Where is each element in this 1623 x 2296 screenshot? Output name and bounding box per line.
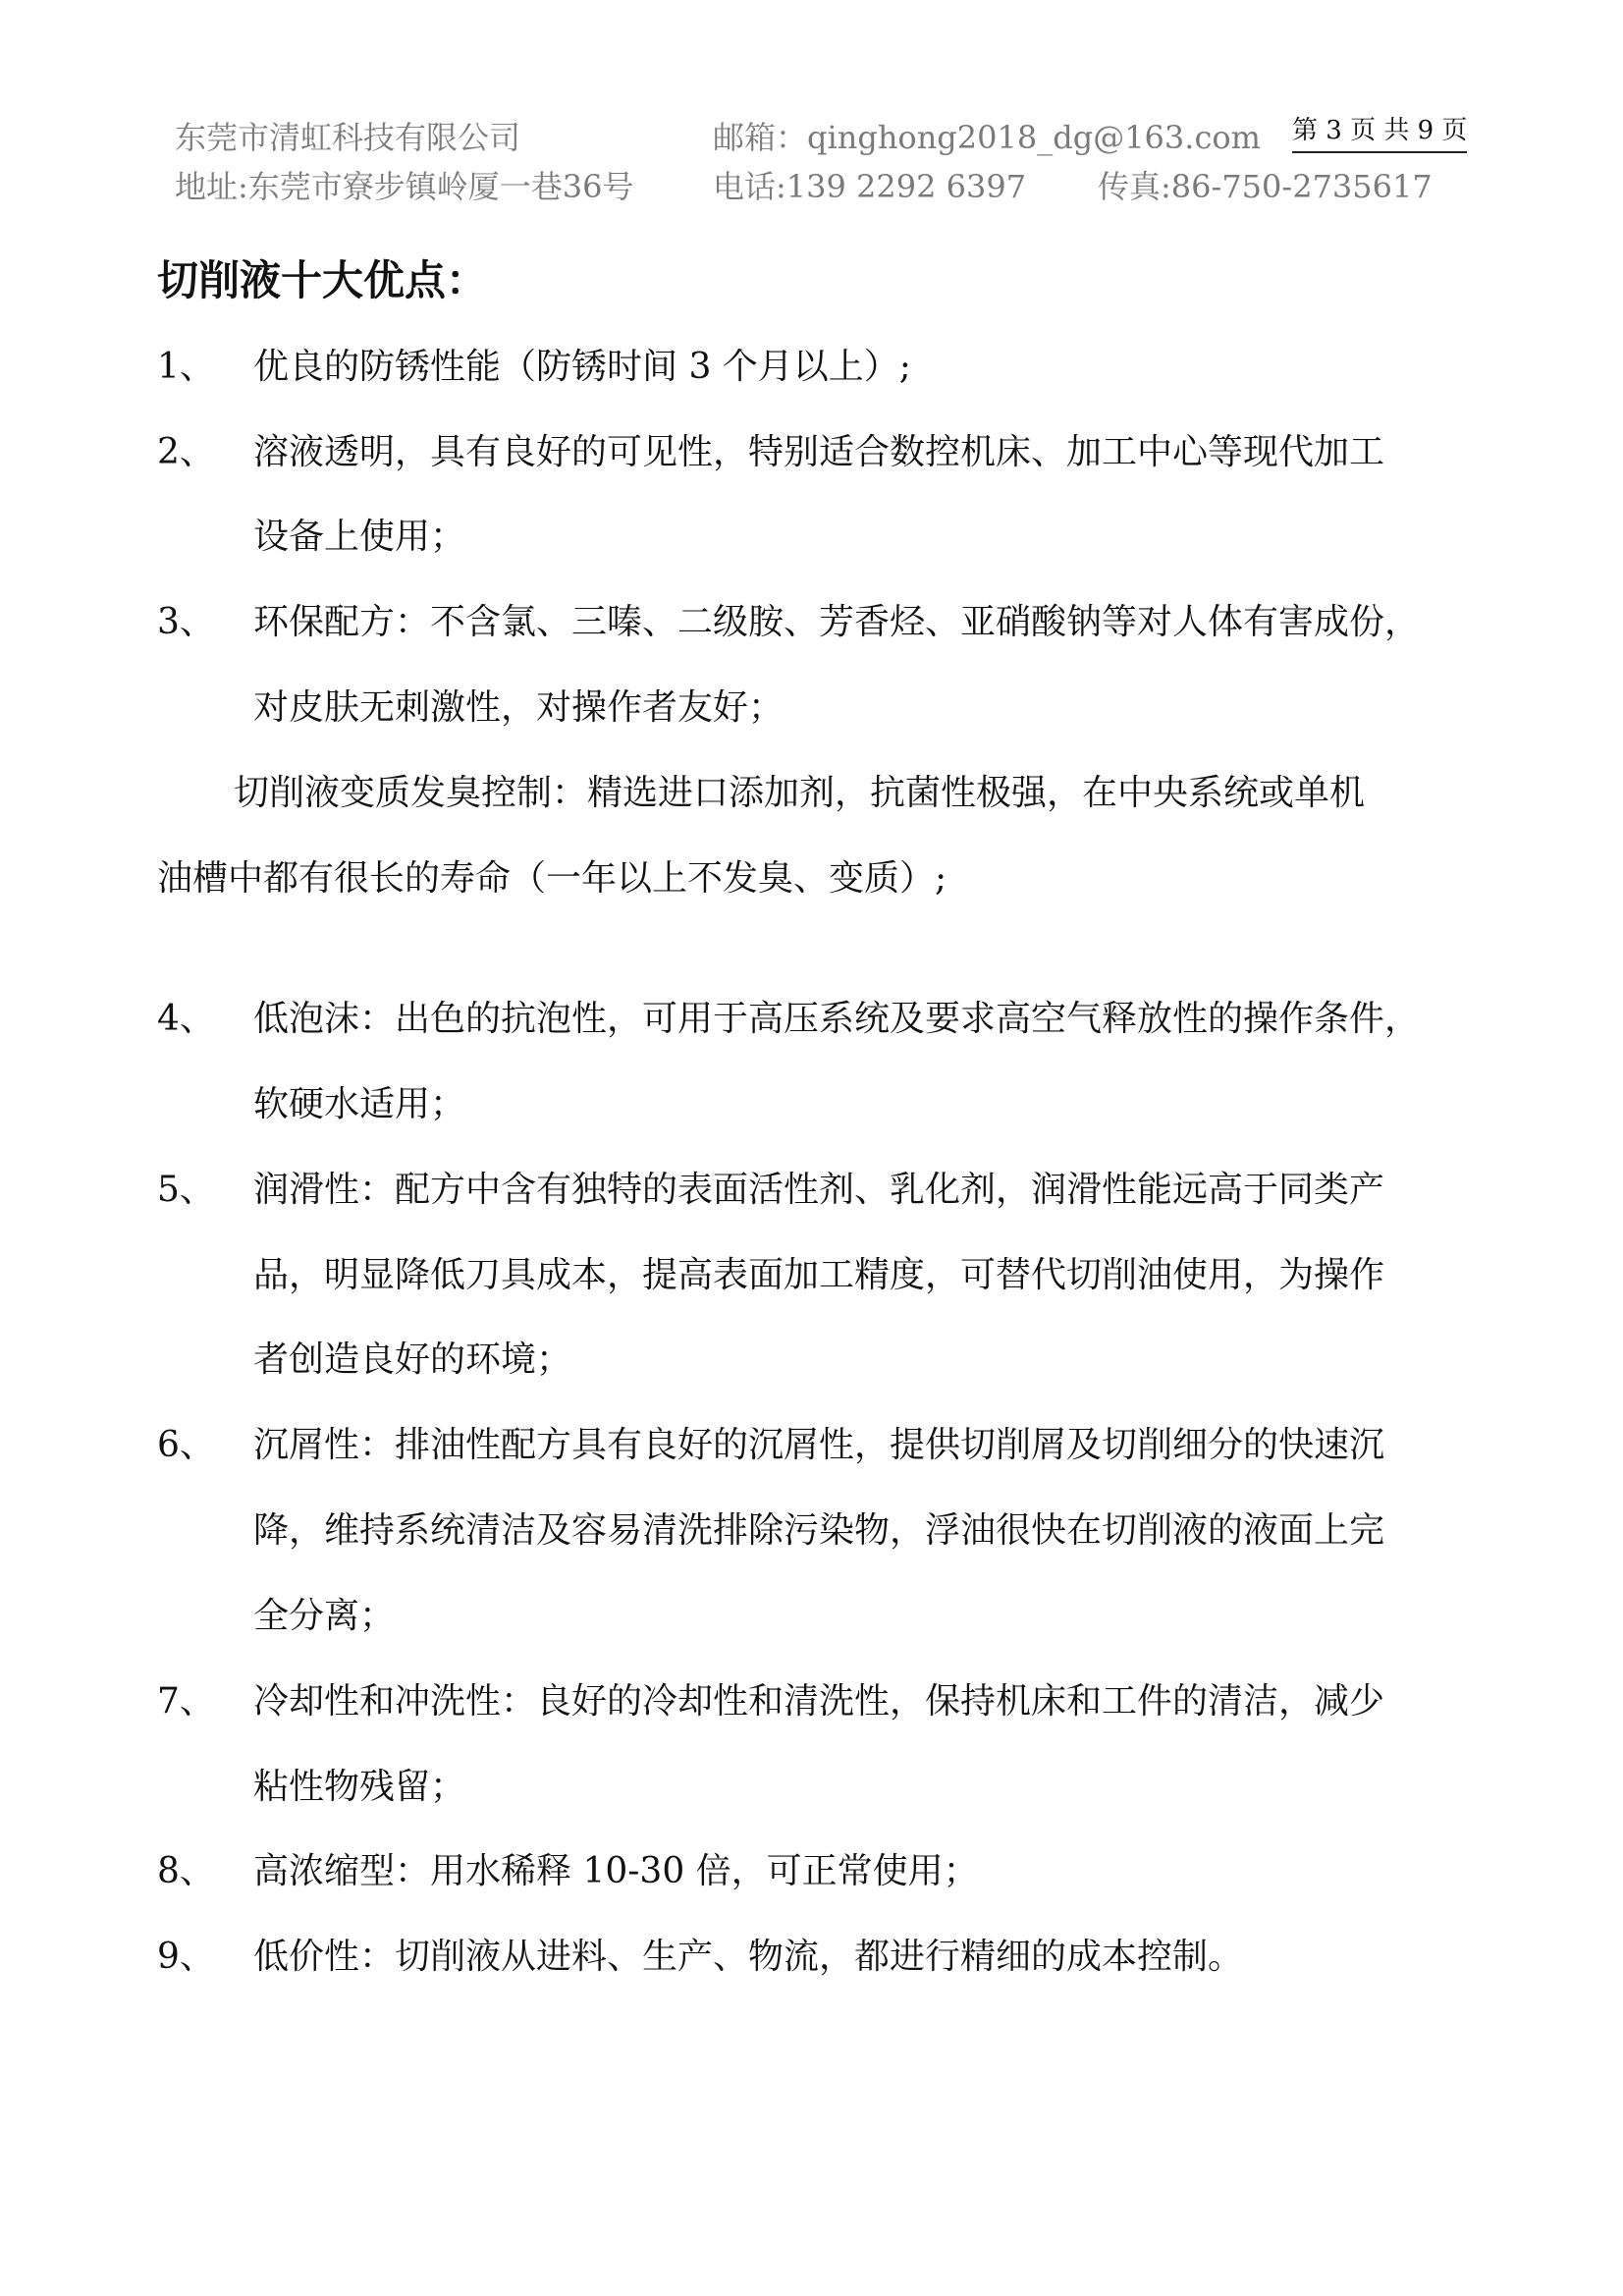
item-text: 全分离； (253, 1596, 396, 1636)
item-text: 优良的防锈性能（防锈时间 3 个月以上）; (253, 347, 911, 387)
item-text: 品，明显降低刀具成本，提高表面加工精度，可替代切削油使用，为操作 (253, 1255, 1385, 1295)
item-text: 低泡沫：出色的抗泡性，可用于高压系统及要求高空气释放性的操作条件， (253, 999, 1421, 1039)
item-text: 软硬水适用； (253, 1084, 466, 1124)
item-number: 8、 (157, 1851, 215, 1891)
item-text: 溶液透明，具有良好的可见性，特别适合数控机床、加工中心等现代加工 (253, 432, 1385, 472)
page-number: 第 3 页 共 9 页 (1292, 114, 1467, 153)
paragraph-text: 油槽中都有很长的寿命（一年以上不发臭、变质）; (157, 858, 947, 899)
item-number: 4、 (157, 999, 215, 1039)
item-text: 沉屑性：排油性配方具有良好的沉屑性，提供切削屑及切削细分的快速沉 (253, 1425, 1385, 1465)
header-company: 东莞市清虹科技有限公司 (175, 119, 521, 156)
item-text: 降，维持系统清洁及容易清洗排除污染物，浮油很快在切削液的液面上完 (253, 1510, 1385, 1551)
item-number: 2、 (157, 432, 215, 472)
item-text: 冷却性和冲洗性：良好的冷却性和清洗性，保持机床和工件的清洁，减少 (253, 1681, 1385, 1722)
item-text: 低价性：切削液从进料、生产、物流，都进行精细的成本控制。 (253, 1937, 1244, 1977)
item-number: 7、 (157, 1681, 215, 1722)
item-text: 设备上使用； (253, 517, 466, 557)
item-number: 1、 (157, 347, 215, 387)
header-fax: 传真:86-750-2735617 (1098, 168, 1433, 205)
item-text: 对皮肤无刺激性，对操作者友好； (253, 687, 784, 728)
item-number: 5、 (157, 1170, 215, 1210)
paragraph-text: 切削液变质发臭控制：精选进口添加剂，抗菌性极强，在中央系统或单机 (234, 773, 1366, 813)
item-text: 高浓缩型：用水稀释 10-30 倍，可正常使用； (253, 1851, 979, 1891)
item-number: 9、 (157, 1937, 215, 1977)
item-text: 者创造良好的环境； (253, 1339, 572, 1380)
item-number: 3、 (157, 602, 215, 642)
item-text: 粘性物残留； (253, 1767, 466, 1807)
item-text: 润滑性：配方中含有独特的表面活性剂、乳化剂，润滑性能远高于同类产 (253, 1170, 1385, 1210)
item-number: 6、 (157, 1425, 215, 1465)
document-title: 切削液十大优点： (157, 256, 488, 304)
header-address: 地址:东莞市寮步镇岭厦一巷36号 (175, 168, 634, 205)
header-email: 邮箱：qinghong2018_dg@163.com (713, 119, 1261, 156)
header-phone: 电话:139 2292 6397 (713, 168, 1027, 205)
item-text: 环保配方：不含氯、三嗪、二级胺、芳香烃、亚硝酸钠等对人体有害成份， (253, 602, 1421, 642)
